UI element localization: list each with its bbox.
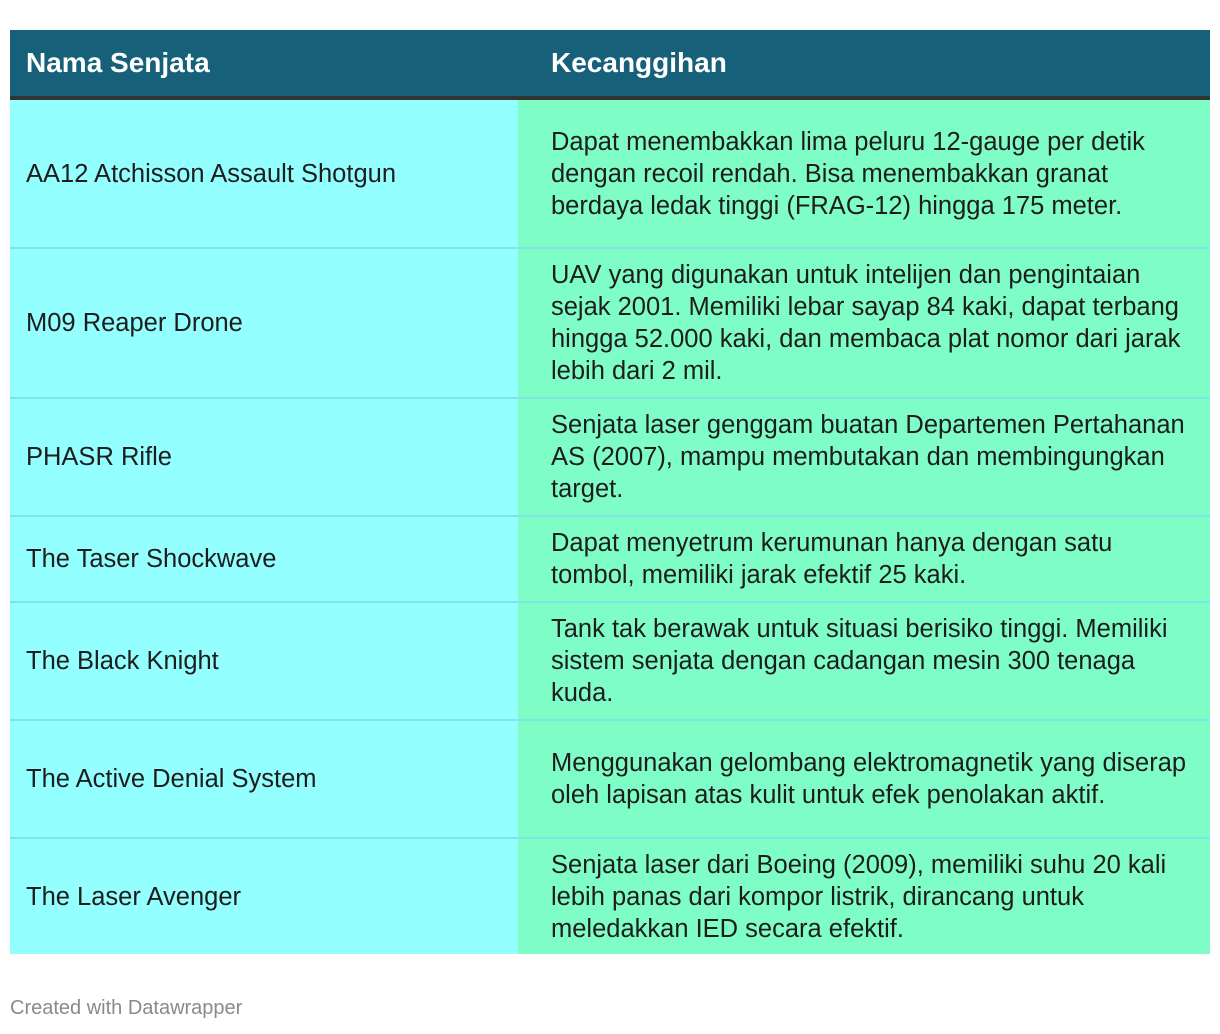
weapon-description-cell: UAV yang digunakan untuk intelijen dan pengintaian sejak 2001. Memiliki lebar sayap 84 kaki, dapat terbang hingga 52.000 kaki, dan membaca plat nomor dari jarak lebih dari 2 mil.	[518, 248, 1210, 398]
weapon-name-cell: The Laser Avenger	[10, 838, 518, 954]
weapon-name-cell: M09 Reaper Drone	[10, 248, 518, 398]
weapon-description-cell: Senjata laser dari Boeing (2009), memiliki suhu 20 kali lebih panas dari kompor listrik, dirancang untuk meledakkan IED secara efektif.	[518, 838, 1210, 954]
weapons-table	[10, 30, 1210, 954]
table-row	[10, 398, 1210, 516]
table-row	[10, 720, 1210, 838]
weapon-name-cell: AA12 Atchisson Assault Shotgun	[10, 98, 518, 248]
weapons-table-container	[10, 30, 1210, 954]
weapon-name-cell: The Black Knight	[10, 602, 518, 720]
table-row	[10, 838, 1210, 954]
table-row	[10, 98, 1210, 248]
table-row	[10, 602, 1210, 720]
table-row	[10, 248, 1210, 398]
weapon-description-cell: Senjata laser genggam buatan Departemen Pertahanan AS (2007), mampu membutakan dan membingungkan target.	[518, 398, 1210, 516]
weapon-description-cell: Menggunakan gelombang elektromagnetik yang diserap oleh lapisan atas kulit untuk efek penolakan aktif.	[518, 720, 1210, 838]
weapon-description-cell: Tank tak berawak untuk situasi berisiko tinggi. Memiliki sistem senjata dengan cadangan mesin 300 tenaga kuda.	[518, 602, 1210, 720]
table-header-row	[10, 30, 1210, 98]
weapon-name-cell: The Taser Shockwave	[10, 516, 518, 602]
weapon-name-cell: The Active Denial System	[10, 720, 518, 838]
table-row	[10, 516, 1210, 602]
datawrapper-credit[interactable]: Created with Datawrapper	[10, 997, 243, 1019]
weapon-description-cell: Dapat menyetrum kerumunan hanya dengan satu tombol, memiliki jarak efektif 25 kaki.	[518, 516, 1210, 602]
header-weapon-name[interactable]: Nama Senjata	[10, 30, 518, 98]
header-sophistication[interactable]: Kecanggihan	[518, 30, 1210, 98]
weapon-description-cell: Dapat menembakkan lima peluru 12-gauge per detik dengan recoil rendah. Bisa menembakkan granat berdaya ledak tinggi (FRAG-12) hingga 175 meter.	[518, 98, 1210, 248]
weapon-name-cell: PHASR Rifle	[10, 398, 518, 516]
